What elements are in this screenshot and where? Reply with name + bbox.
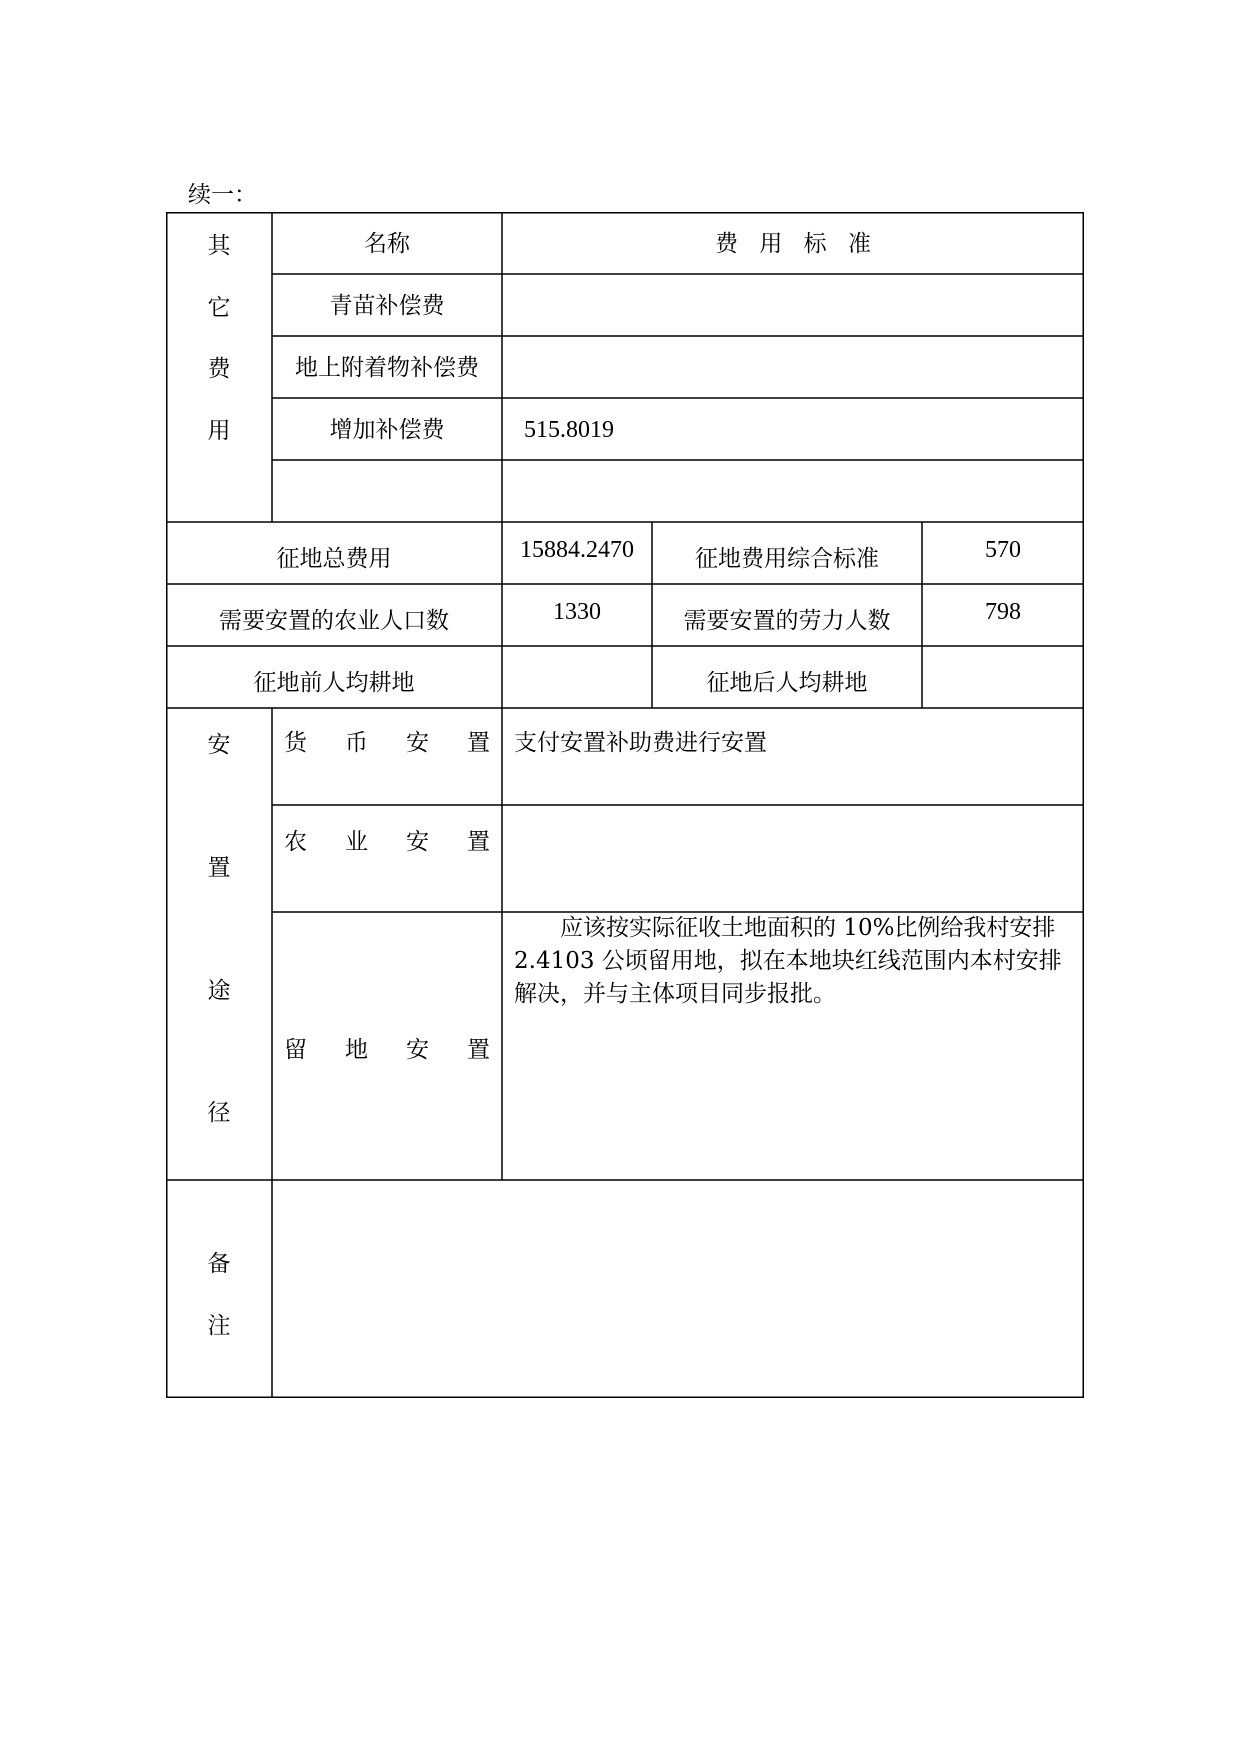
total-fee-value: 15884.2470 bbox=[520, 537, 634, 563]
label-char: 置 bbox=[467, 829, 490, 855]
fee-name-attachments: 地上附着物补偿费 bbox=[295, 355, 479, 381]
resettlement-label-char: 途 bbox=[207, 978, 231, 1004]
other-fees-label-char: 费 bbox=[207, 356, 231, 382]
composite-standard-value: 570 bbox=[985, 537, 1021, 563]
label-char: 安 bbox=[406, 829, 429, 855]
header-name: 名称 bbox=[364, 231, 410, 257]
label-char: 置 bbox=[467, 1037, 490, 1063]
reserved-land-resettlement-label bbox=[284, 1034, 490, 1067]
label-char: 农 bbox=[284, 829, 307, 855]
agri-population-value: 1330 bbox=[553, 599, 601, 625]
remarks-label-char: 备 bbox=[207, 1251, 231, 1277]
remarks-label-char: 注 bbox=[207, 1313, 231, 1339]
resettlement-label-char: 径 bbox=[207, 1100, 231, 1126]
continuation-label: 续一： bbox=[188, 182, 257, 208]
fee-name-seedling: 青苗补偿费 bbox=[329, 293, 445, 319]
fee-value-additional: 515.8019 bbox=[524, 417, 614, 443]
label-char: 地 bbox=[345, 1037, 368, 1063]
labor-label: 需要安置的劳力人数 bbox=[683, 608, 891, 634]
composite-standard-label: 征地费用综合标准 bbox=[695, 546, 879, 572]
currency-resettlement-value: 支付安置补助费进行安置 bbox=[514, 730, 767, 756]
fee-name-additional: 增加补偿费 bbox=[329, 417, 445, 443]
label-char: 货 bbox=[284, 730, 307, 756]
agriculture-resettlement-label bbox=[284, 826, 490, 859]
reserved-land-resettlement-value: 应该按实际征收土地面积的 10%比例给我村安排 2.4103 公顷留用地，拟在本地块红线范围内本村安排解决，并与主体项目同步报批。 bbox=[514, 915, 1062, 1007]
labor-value: 798 bbox=[985, 599, 1021, 625]
label-char: 业 bbox=[345, 829, 368, 855]
header-standard: 费 用 标 准 bbox=[715, 231, 871, 257]
other-fees-label-char: 它 bbox=[207, 295, 231, 321]
label-char: 留 bbox=[284, 1037, 307, 1063]
land-acquisition-table bbox=[166, 212, 1084, 1398]
land-after-label: 征地后人均耕地 bbox=[706, 670, 868, 696]
resettlement-label-char: 置 bbox=[207, 855, 231, 881]
agri-population-label: 需要安置的农业人口数 bbox=[219, 608, 449, 634]
currency-resettlement-label bbox=[284, 727, 490, 760]
land-before-label: 征地前人均耕地 bbox=[253, 670, 415, 696]
other-fees-label-char: 用 bbox=[207, 418, 231, 444]
resettlement-label-char: 安 bbox=[207, 732, 231, 758]
table-grid bbox=[166, 212, 1084, 1398]
label-char: 币 bbox=[345, 730, 368, 756]
label-char: 安 bbox=[406, 1037, 429, 1063]
other-fees-label-char: 其 bbox=[207, 233, 231, 259]
label-char: 置 bbox=[467, 730, 490, 756]
total-fee-label: 征地总费用 bbox=[276, 546, 392, 572]
label-char: 安 bbox=[406, 730, 429, 756]
